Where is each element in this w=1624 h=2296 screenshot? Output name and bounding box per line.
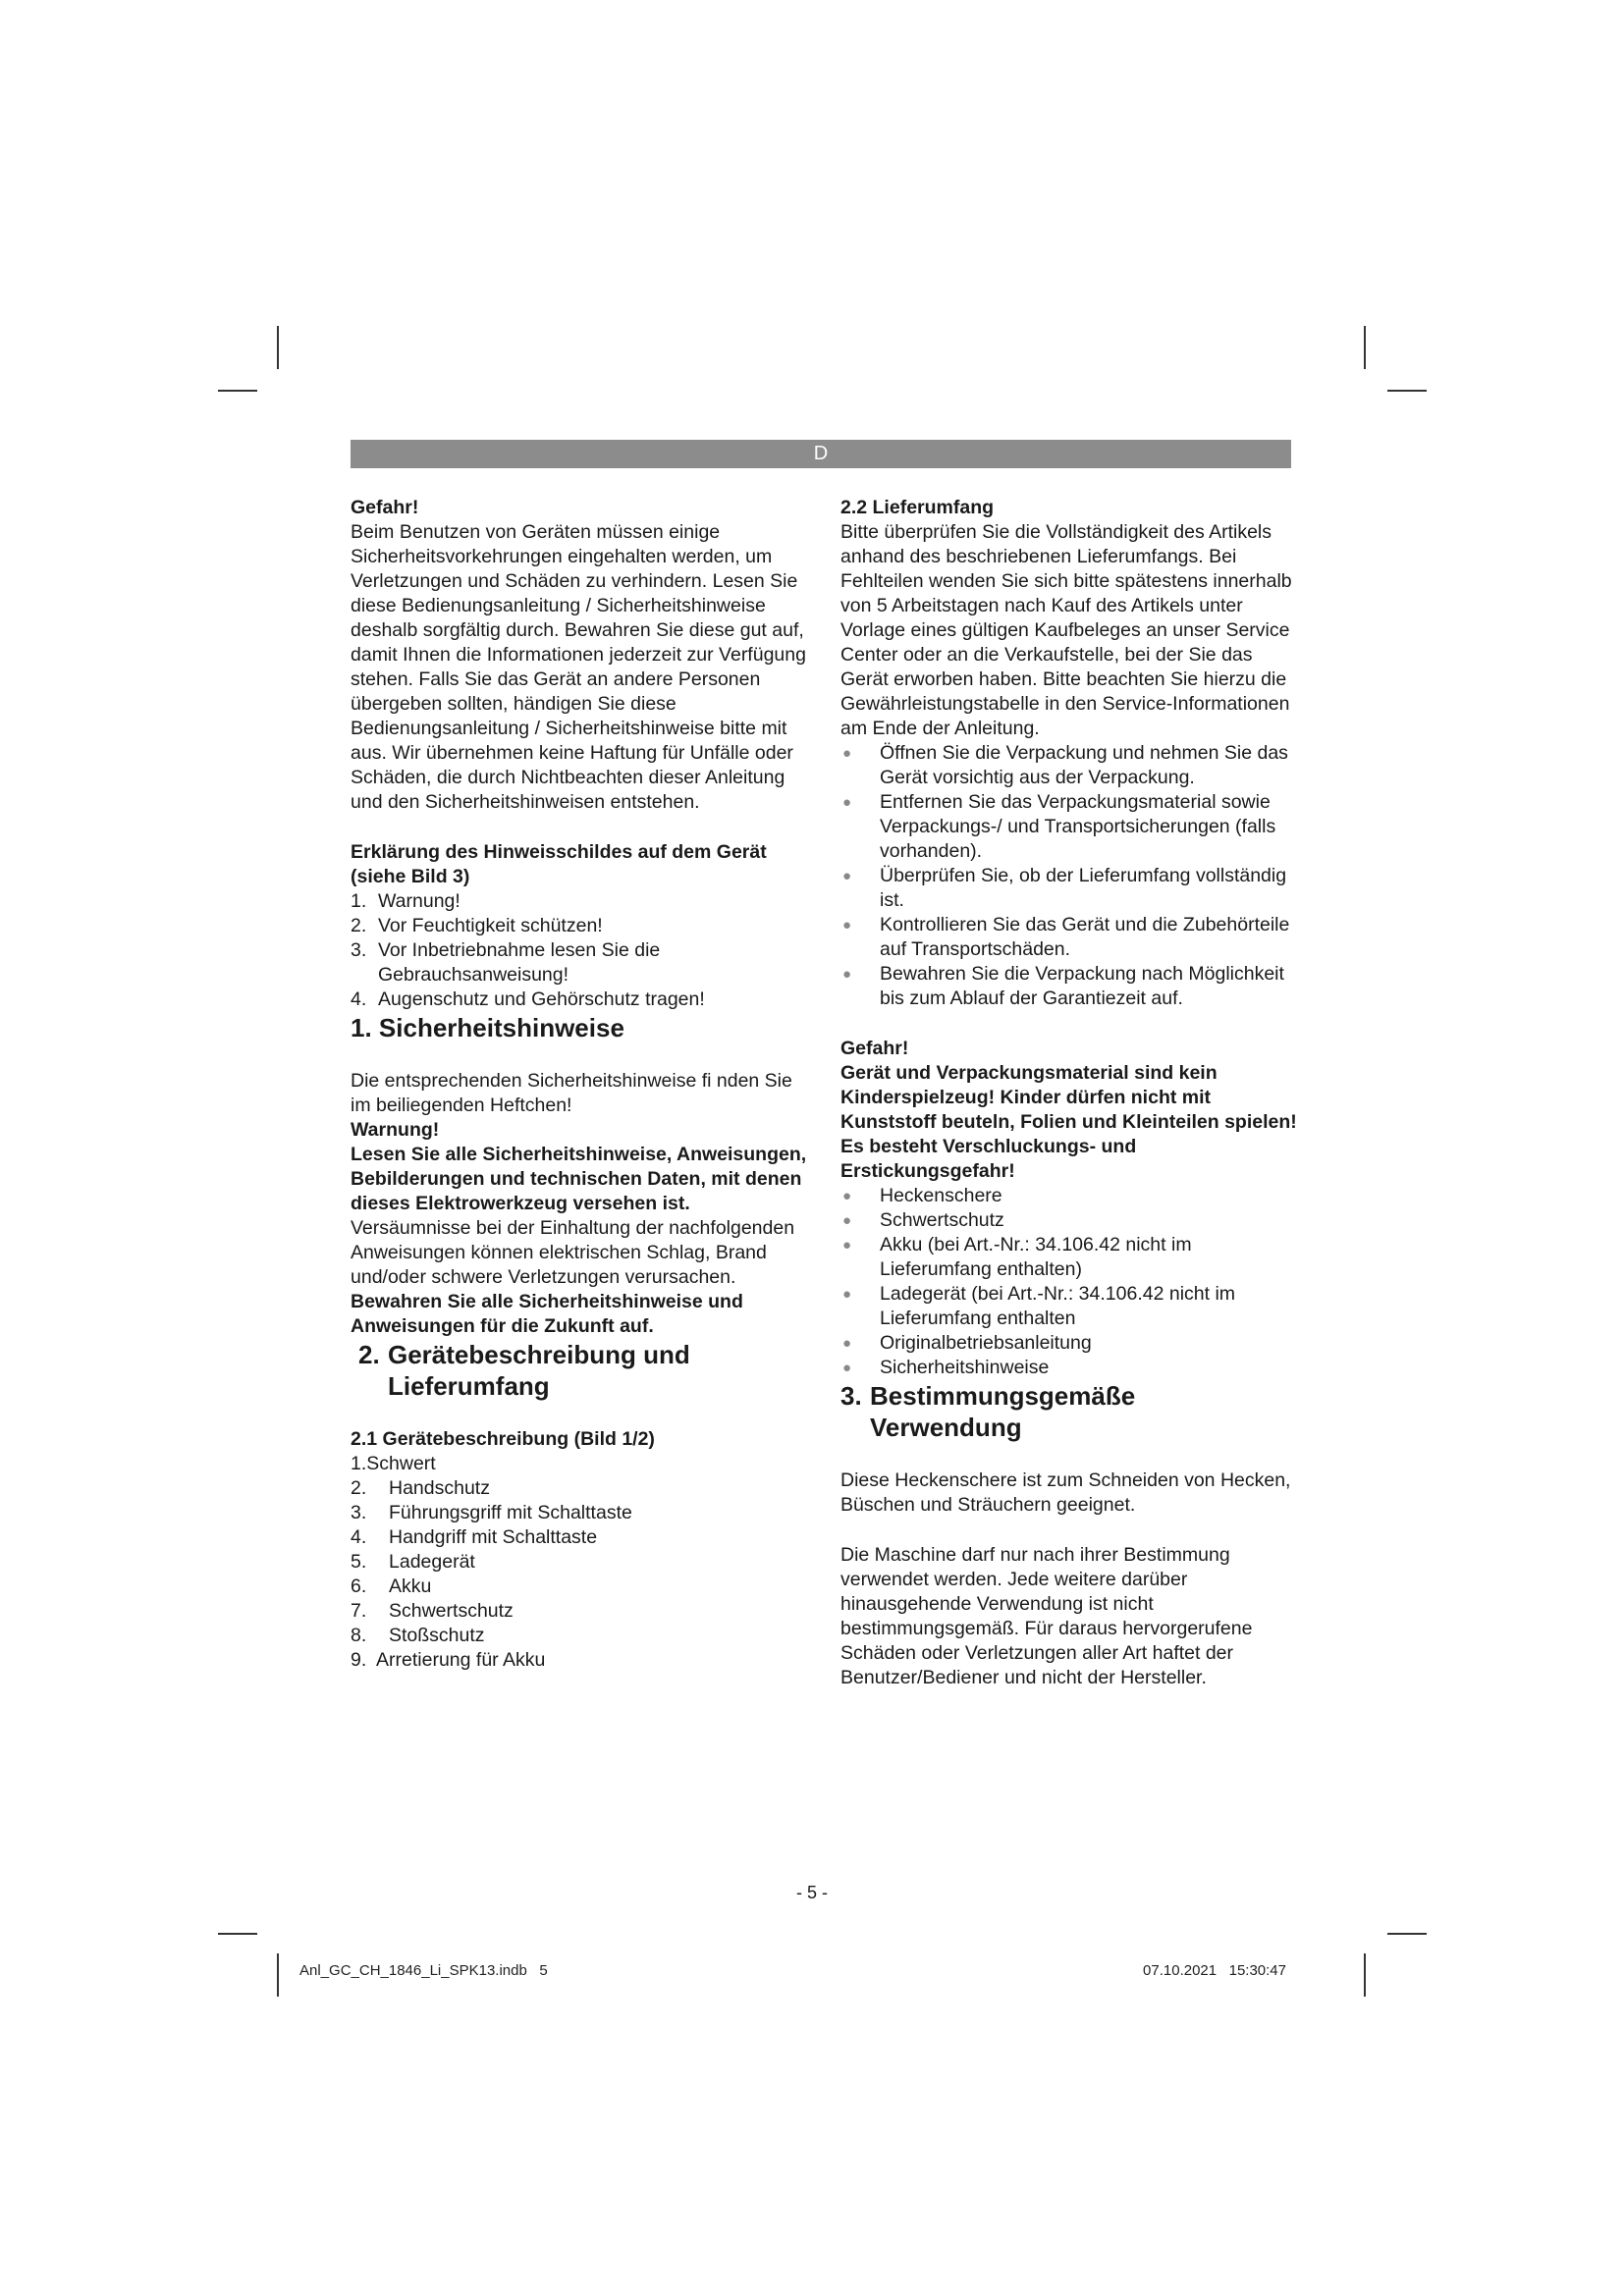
page-number: - 5 -	[795, 1883, 828, 1902]
list-item: 5. Ladegerät	[351, 1551, 475, 1573]
list-item: ● Heckenschere	[842, 1185, 1002, 1206]
list-item: ● Überprüfen Sie, ob der Lieferumfang vollständig ist.	[842, 865, 1287, 911]
file-slug: Anl_GC_CH_1846_Li_SPK13.indb 5	[299, 1962, 548, 1979]
crop-mark	[218, 1933, 257, 1935]
gefahr-text: Beim Benutzen von Geräten müssen einige Sicherheitsvorkehrungen eingehalten werden, um Verletzungen und Schäden zu verhindern. Lesen Sie diese Bedienungsanleitung / Sicherheitshinweise deshalb sorgfältig durch. Bewahren Sie diese gut auf, damit Ihnen die Informationen jederzeit zur Verfügung stehen. Falls Sie das Gerät an andere Personen übergeben sollten, händigen Sie diese Bedienungsanleitung / Sicherheitshinweise bitte mit aus. Wir übernehmen keine Haftung für Unfälle oder Schäden, die durch Nichtbeachten dieser Anleitung und den Sicherheitshinweisen entstehen.	[351, 521, 806, 813]
section-1-heading: 1. Sicherheitshinweise	[351, 1013, 624, 1042]
list-item: ● Schwertschutz	[842, 1209, 1004, 1231]
bullet-icon: ●	[842, 794, 852, 811]
bullet-icon: ●	[842, 1286, 852, 1303]
gefahr-title: Gefahr!	[351, 497, 419, 518]
section-2-heading: 2. Gerätebeschreibung und Lieferumfang	[358, 1340, 690, 1401]
erklaerung-title: Erklärung des Hinweisschildes auf dem Gerät (siehe Bild 3)	[351, 841, 767, 887]
right-column	[840, 496, 1304, 1690]
bullet-icon: ●	[842, 1360, 852, 1376]
check-list	[840, 741, 1304, 1011]
list-item: 1.Schwert	[351, 1453, 436, 1474]
crop-mark	[1364, 1953, 1366, 1997]
crop-mark	[277, 326, 279, 369]
bullet-icon: ●	[842, 966, 852, 983]
crop-mark	[1387, 1933, 1427, 1935]
section-3-p2: Die Maschine darf nur nach ihrer Bestimmung verwendet werden. Jede weitere darüber hinausgehende Verwendung ist nicht bestimmungsgemäß. Für daraus hervorgerufene Schäden oder Verletzungen aller Art haftet der Benutzer/Bediener und nicht der Hersteller.	[840, 1544, 1253, 1688]
bullet-icon: ●	[842, 745, 852, 762]
list-item: 7. Schwertschutz	[351, 1600, 514, 1622]
list-item: 2. Handschutz	[351, 1477, 490, 1499]
gefahr2-text: Gerät und Verpackungsmaterial sind kein Kinderspielzeug! Kinder dürfen nicht mit Kunststoff beuteln, Folien und Kleinteilen spielen! Es besteht Verschluckungs- und Erstickungsgefahr!	[840, 1062, 1297, 1182]
bullet-icon: ●	[842, 868, 852, 884]
list-item: ● Öffnen Sie die Verpackung und nehmen Sie das Gerät vorsichtig aus der Verpackung.	[842, 742, 1288, 788]
list-item: ● Sicherheitshinweise	[842, 1357, 1050, 1378]
crop-mark	[1387, 390, 1427, 392]
crop-mark	[277, 1953, 279, 1997]
warnung-title: Warnung!	[351, 1119, 440, 1141]
section-1-intro: Die entsprechenden Sicherheitshinweise fi nden Sie im beiliegenden Heftchen!	[351, 1070, 792, 1116]
scope-list	[840, 1184, 1304, 1380]
list-item: ● Bewahren Sie die Verpackung nach Möglichkeit bis zum Ablauf der Garantiezeit auf.	[842, 963, 1284, 1009]
list-item: ● Kontrollieren Sie das Gerät und die Zubehörteile auf Transportschäden.	[842, 914, 1290, 960]
list-item: ● Ladegerät (bei Art.-Nr.: 34.106.42 nicht im Lieferumfang enthalten	[842, 1283, 1236, 1329]
warnung-text: Lesen Sie alle Sicherheitshinweise, Anweisungen, Bebilderungen und technischen Daten, mit denen dieses Elektrowerkzeug versehen ist. Versäumnisse bei der Einhaltung der nachfolgenden Anweisungen können elektrischen Schlag, Brand und/oder schwere Verletzungen verursachen.	[351, 1144, 807, 1288]
crop-mark	[218, 390, 257, 392]
section-3-p1: Diese Heckenschere ist zum Schneiden von Hecken, Büschen und Sträuchern geeignet.	[840, 1469, 1291, 1516]
list-item: 3. Vor Inbetriebnahme lesen Sie die Gebrauchsanweisung!	[351, 939, 661, 986]
list-item: ● Entfernen Sie das Verpackungsmaterial sowie Verpackungs-/ und Transportsicherungen (falls vorhanden).	[842, 791, 1276, 862]
language-band	[351, 440, 1291, 468]
subsection-2-1-title: 2.1 Gerätebeschreibung (Bild 1/2)	[351, 1428, 655, 1450]
parts-list	[351, 1476, 814, 1648]
crop-mark	[1364, 326, 1366, 369]
list-item: 4. Handgriff mit Schalttaste	[351, 1526, 598, 1548]
gefahr2-title: Gefahr!	[840, 1038, 909, 1059]
erklaerung-list	[351, 889, 814, 1012]
subsection-2-2-title: 2.2 Lieferumfang	[840, 497, 995, 518]
list-item: 3. Führungsgriff mit Schalttaste	[351, 1502, 632, 1523]
language-label: D	[813, 443, 829, 464]
list-item: 9. Arretierung für Akku	[351, 1649, 546, 1671]
lieferumfang-text: Bitte überprüfen Sie die Vollständigkeit des Artikels anhand des beschriebenen Lieferumfangs. Bei Fehlteilen wenden Sie sich bitte spätestens innerhalb von 5 Arbeitstagen nach Kauf des Artikels unter Vorlage eines gültigen Kaufbeleges an unser Service Center oder an die Verkaufstelle, bei der Sie das Gerät erworben haben. Bitte beachten Sie hierzu die Gewährleistungstabelle in den Service-Informationen am Ende der Anleitung.	[840, 521, 1292, 739]
list-item: ● Originalbetriebsanleitung	[842, 1332, 1092, 1354]
warnung-keep: Bewahren Sie alle Sicherheitshinweise und Anweisungen für die Zukunft auf.	[351, 1291, 743, 1337]
list-item: ● Akku (bei Art.-Nr.: 34.106.42 nicht im Lieferumfang enthalten)	[842, 1234, 1192, 1280]
list-item: 4. Augenschutz und Gehörschutz tragen!	[351, 988, 705, 1010]
list-item: 6. Akku	[351, 1575, 432, 1597]
print-timestamp: 07.10.2021 15:30:47	[1143, 1962, 1286, 1979]
bullet-icon: ●	[842, 1212, 852, 1229]
bullet-icon: ●	[842, 1237, 852, 1254]
list-item: 2. Vor Feuchtigkeit schützen!	[351, 915, 603, 936]
list-item: 1. Warnung!	[351, 890, 460, 912]
bullet-icon: ●	[842, 1188, 852, 1204]
bullet-icon: ●	[842, 917, 852, 934]
section-3-heading: 3. Bestimmungsgemäße Verwendung	[840, 1381, 1136, 1442]
left-column	[351, 496, 814, 1673]
bullet-icon: ●	[842, 1335, 852, 1352]
list-item: 8. Stoßschutz	[351, 1625, 485, 1646]
